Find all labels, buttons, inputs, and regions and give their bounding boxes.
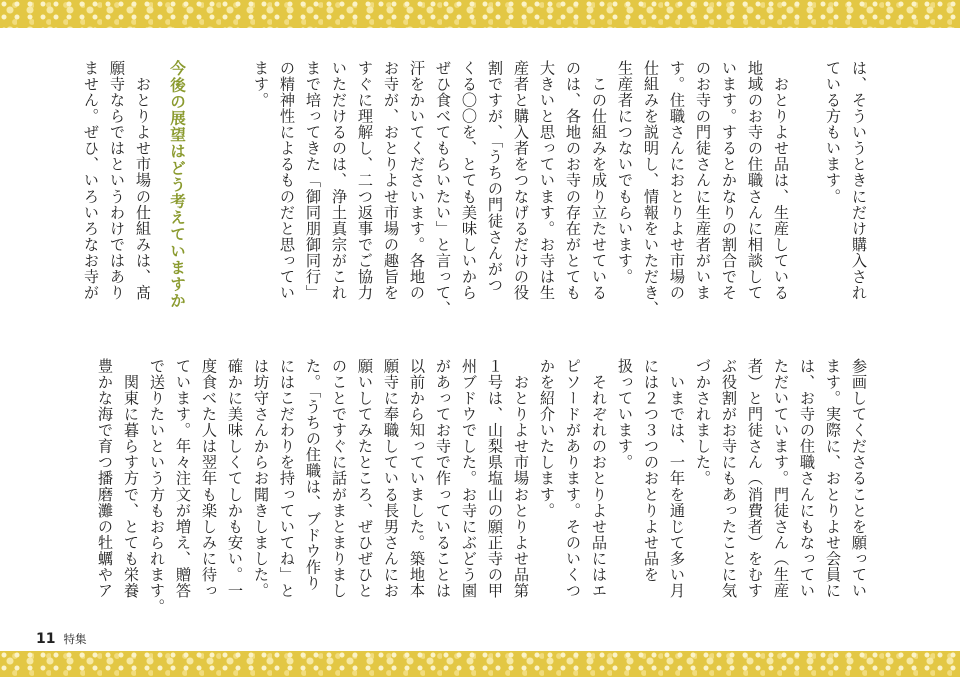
section-heading: 今後の展望はどう考えていますか xyxy=(168,60,187,309)
body-text-lower: 参画してくださることを願ってい ます。実際に、おとりよせ会員に は、お寺の住職さんにもなってい ただいています。門徒さん（生産 者）と門徒さん（消費者）をむす ぶ役割がお寺にもあったことに気 づかされました。 いまでは、一年を通じて多い月 には２つ３つのおとりよせ品を 扱っています。 それぞれのおとりよせ品にはエ ピソードがあります。そのいくつ かを紹介いたします。 おとりよせ市場おとりよせ品第 １号は、山梨県塩山の願正寺の甲 州ブドウでした。お寺にぶどう園 があってお寺で作っていることは 以前から知っていました。築地本 願寺に奉職している長男さんにお 願いしてみたところ、ぜひぜひと のことですぐに話がまとまりまし た。「うちの住職は、ブドウ作り にはこだわりを持っていてね」と は坊守さんからお聞きしました。 確かに美味しくてしかも安い。一 度食べた人は翌年も楽しみに待っ ています。年々注文が増え、贈答 で送りたいという方もおられます。 関東に暮らす方で、とても栄養 豊かな海で育つ播磨灘の牡蠣やア xyxy=(96,358,868,615)
body-text-upper-left: おとりよせ市場の仕組みは、髙 願寺ならではというわけではあり ません。ぜひ、いろいろなお寺が xyxy=(82,60,152,301)
page-folio xyxy=(36,631,86,647)
body-text-upper-right: は、そういうときにだけ購入され ている方もいます。 おとりよせ品は、生産している 地域のお寺の住職さんに相談して います。するとかなりの割合でそ のお寺の門徒さんに生産者がいま す。住職さんにおとりよせ市場の 仕組みを説明し、情報をいただき、 生産者につないでもらいます。 この仕組みを成り立たせている のは、各地のお寺の存在がとても 大きいと思っています。お寺は生 産者と購入者をつなげるだけの役 割ですが、「うちの門徒さんがつ くる〇〇を、とても美味しいから ぜひ食べてもらいたい」と言って、 汗をかいてくださいます。各地の お寺が、おとりよせ市場の趣旨を すぐに理解し、二つ返事でご協力 いただけるのは、浄土真宗がこれ まで培ってきた「御同朋御同行」 の精神性によるものだと思ってい ます。 xyxy=(252,60,868,317)
decorative-band-bottom xyxy=(0,651,960,677)
page-number: 11 xyxy=(36,631,56,647)
decorative-band-top xyxy=(0,0,960,28)
section-label: 特集 xyxy=(63,632,87,646)
